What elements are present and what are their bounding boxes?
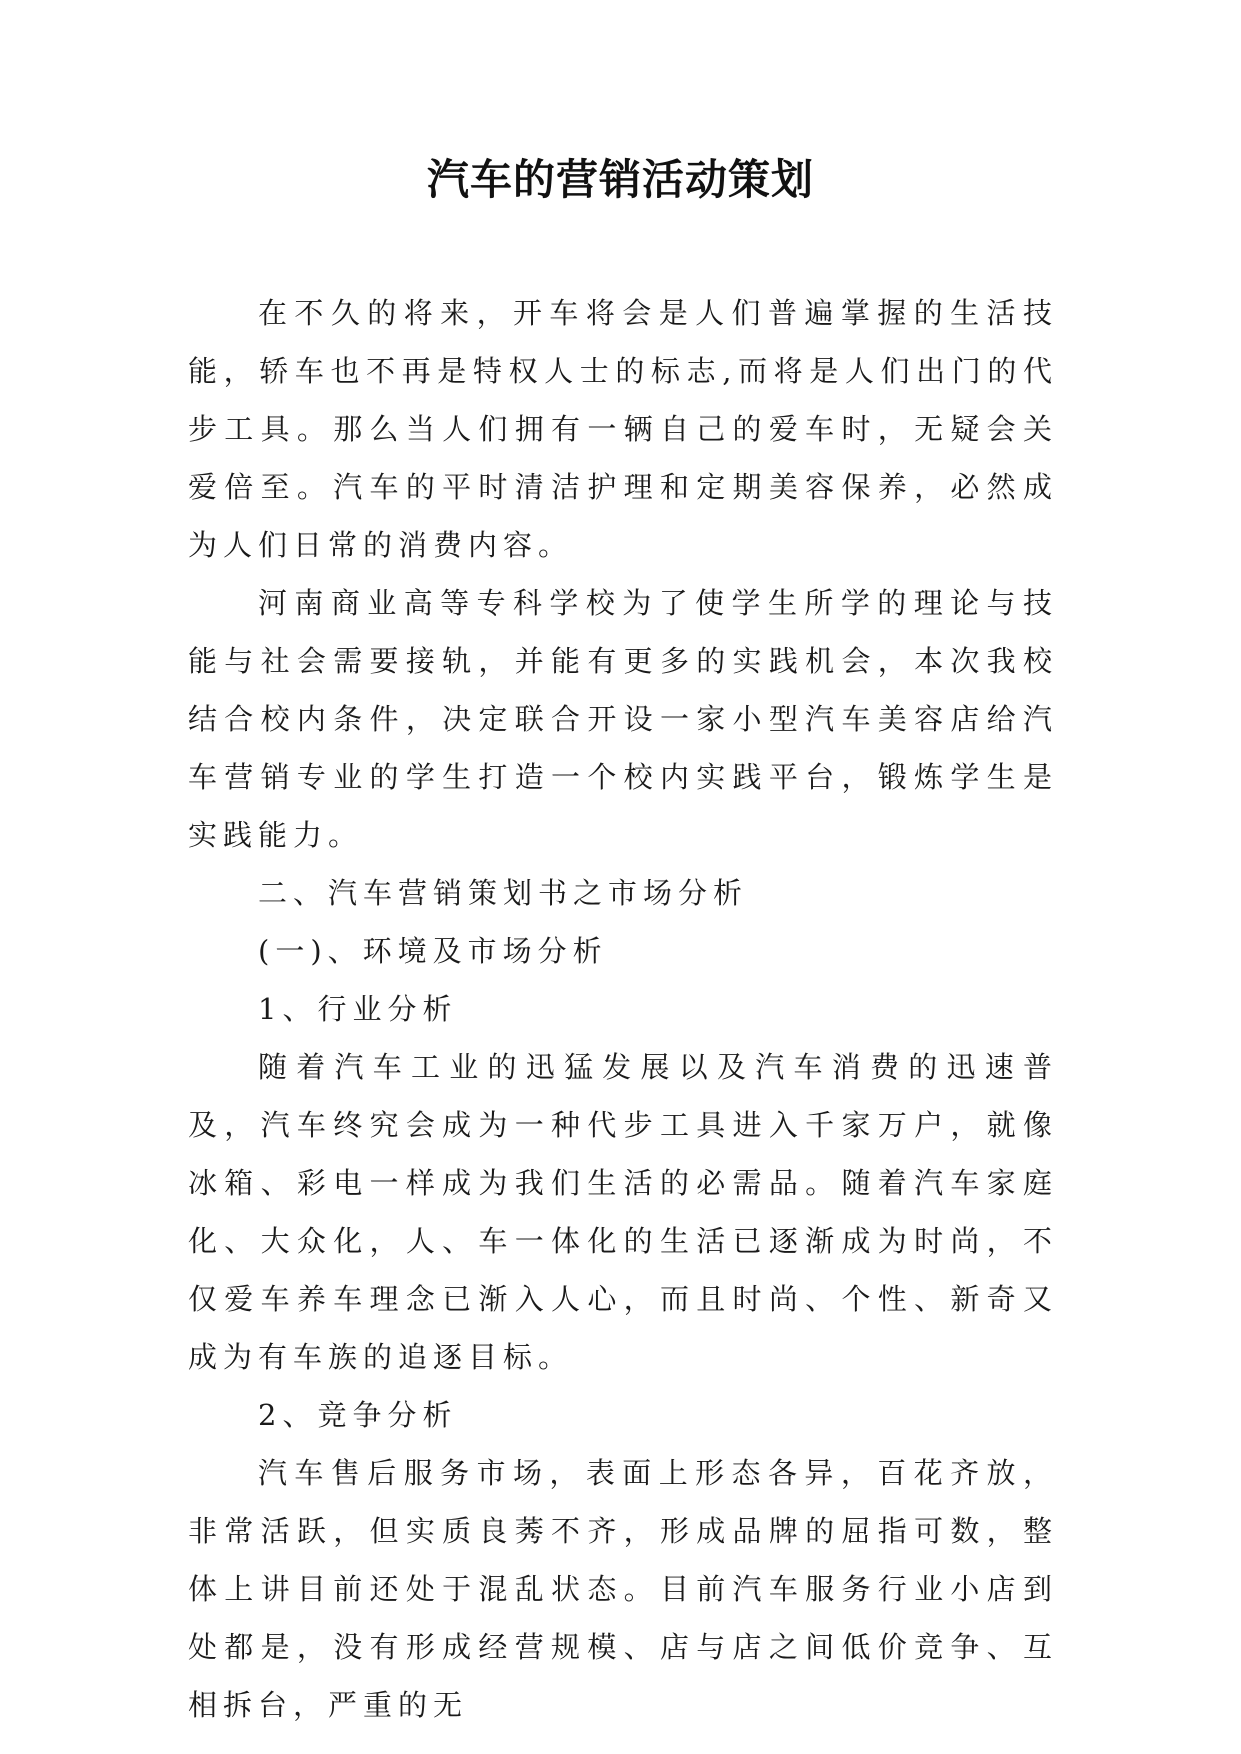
paragraph-school: 河南商业高等专科学校为了使学生所学的理论与技能与社会需要接轨，并能有更多的实践机会，本次我校结合校内条件，决定联合开设一家小型汽车美容店给汽车营销专业的学生打造一个校内实践平台，锻炼学生是实践能力。 (188, 586, 1058, 852)
subsection-heading-environment: (一)、环境及市场分析 (258, 934, 608, 968)
document-body (188, 284, 1058, 1734)
item-heading-competition: 2、竞争分析 (258, 1398, 458, 1432)
paragraph-industry: 随着汽车工业的迅猛发展以及汽车消费的迅速普及，汽车终究会成为一种代步工具进入千家万户，就像冰箱、彩电一样成为我们生活的必需品。随着汽车家庭化、大众化，人、车一体化的生活已逐渐成为时尚，不仅爱车养车理念已渐入人心，而且时尚、个性、新奇又成为有车族的追逐目标。 (188, 1050, 1058, 1374)
paragraph-intro: 在不久的将来，开车将会是人们普遍掌握的生活技能，轿车也不再是特权人士的标志,而将是人们出门的代步工具。那么当人们拥有一辆自己的爱车时，无疑会关爱倍至。汽车的平时清洁护理和定期美容保养，必然成为人们日常的消费内容。 (188, 296, 1058, 562)
item-heading-industry: 1、行业分析 (258, 992, 458, 1026)
paragraph-competition: 汽车售后服务市场，表面上形态各异，百花齐放，非常活跃，但实质良莠不齐，形成品牌的屈指可数，整体上讲目前还处于混乱状态。目前汽车服务行业小店到处都是，没有形成经营规模、店与店之间低价竞争、互相拆台，严重的无 (188, 1456, 1058, 1722)
section-heading-market-analysis: 二、汽车营销策划书之市场分析 (258, 876, 749, 910)
document-title: 汽车的营销活动策划 (426, 155, 814, 204)
